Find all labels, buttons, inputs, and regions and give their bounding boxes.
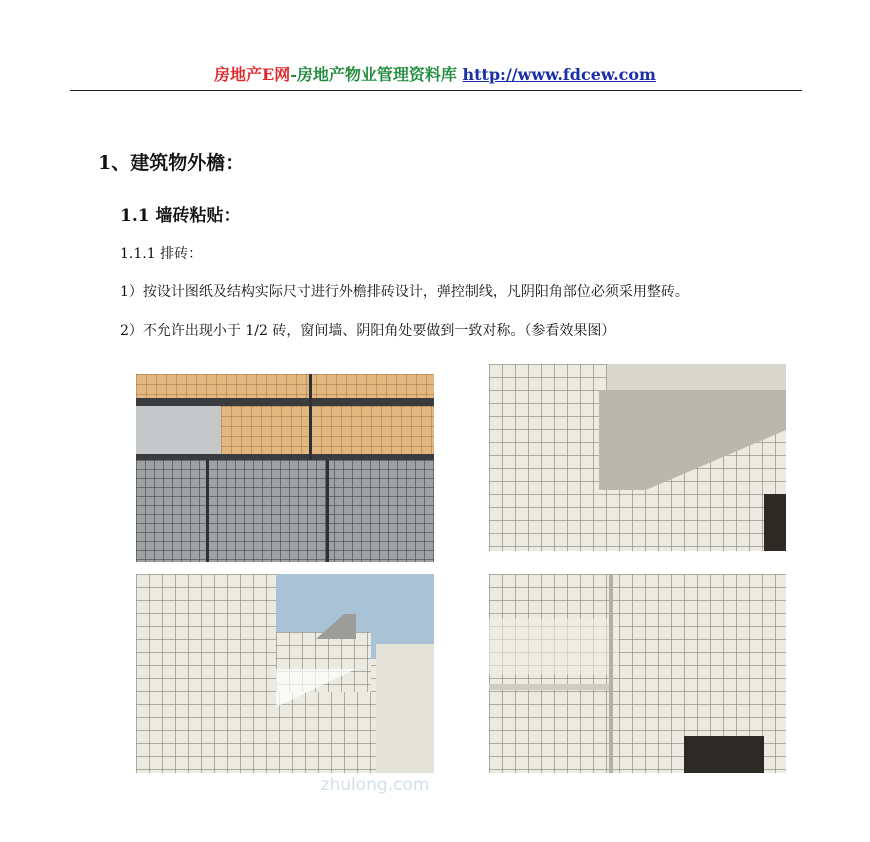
header-divider xyxy=(70,90,802,91)
facade-photo-2 xyxy=(489,364,786,551)
paragraph-point-2: 2）不允许出现小于 1/2 砖，窗间墙、阴阳角处要做到一致对称。（参看效果图） xyxy=(120,323,616,339)
item-title: 1.1.1 排砖： xyxy=(120,246,203,262)
header-brand-green: -房地产物业管理资料库 xyxy=(290,65,457,84)
facade-photo-1 xyxy=(136,374,434,562)
paragraph-point-1: 1）按设计图纸及结构实际尺寸进行外檐排砖设计，弹控制线，凡阴阳角部位必须采用整砖。 xyxy=(120,284,689,300)
document-header xyxy=(0,62,870,85)
watermark-text: zhulong.com xyxy=(320,775,430,795)
section-subheading: 1.1 墙砖粘贴： xyxy=(120,206,241,226)
section-heading: 1、建筑物外檐： xyxy=(98,152,245,174)
header-url-link[interactable]: http://www.fdcew.com xyxy=(462,65,656,84)
facade-photo-3 xyxy=(136,574,434,773)
facade-photo-4 xyxy=(489,574,786,773)
header-brand-red: 房地产E网 xyxy=(214,65,291,84)
